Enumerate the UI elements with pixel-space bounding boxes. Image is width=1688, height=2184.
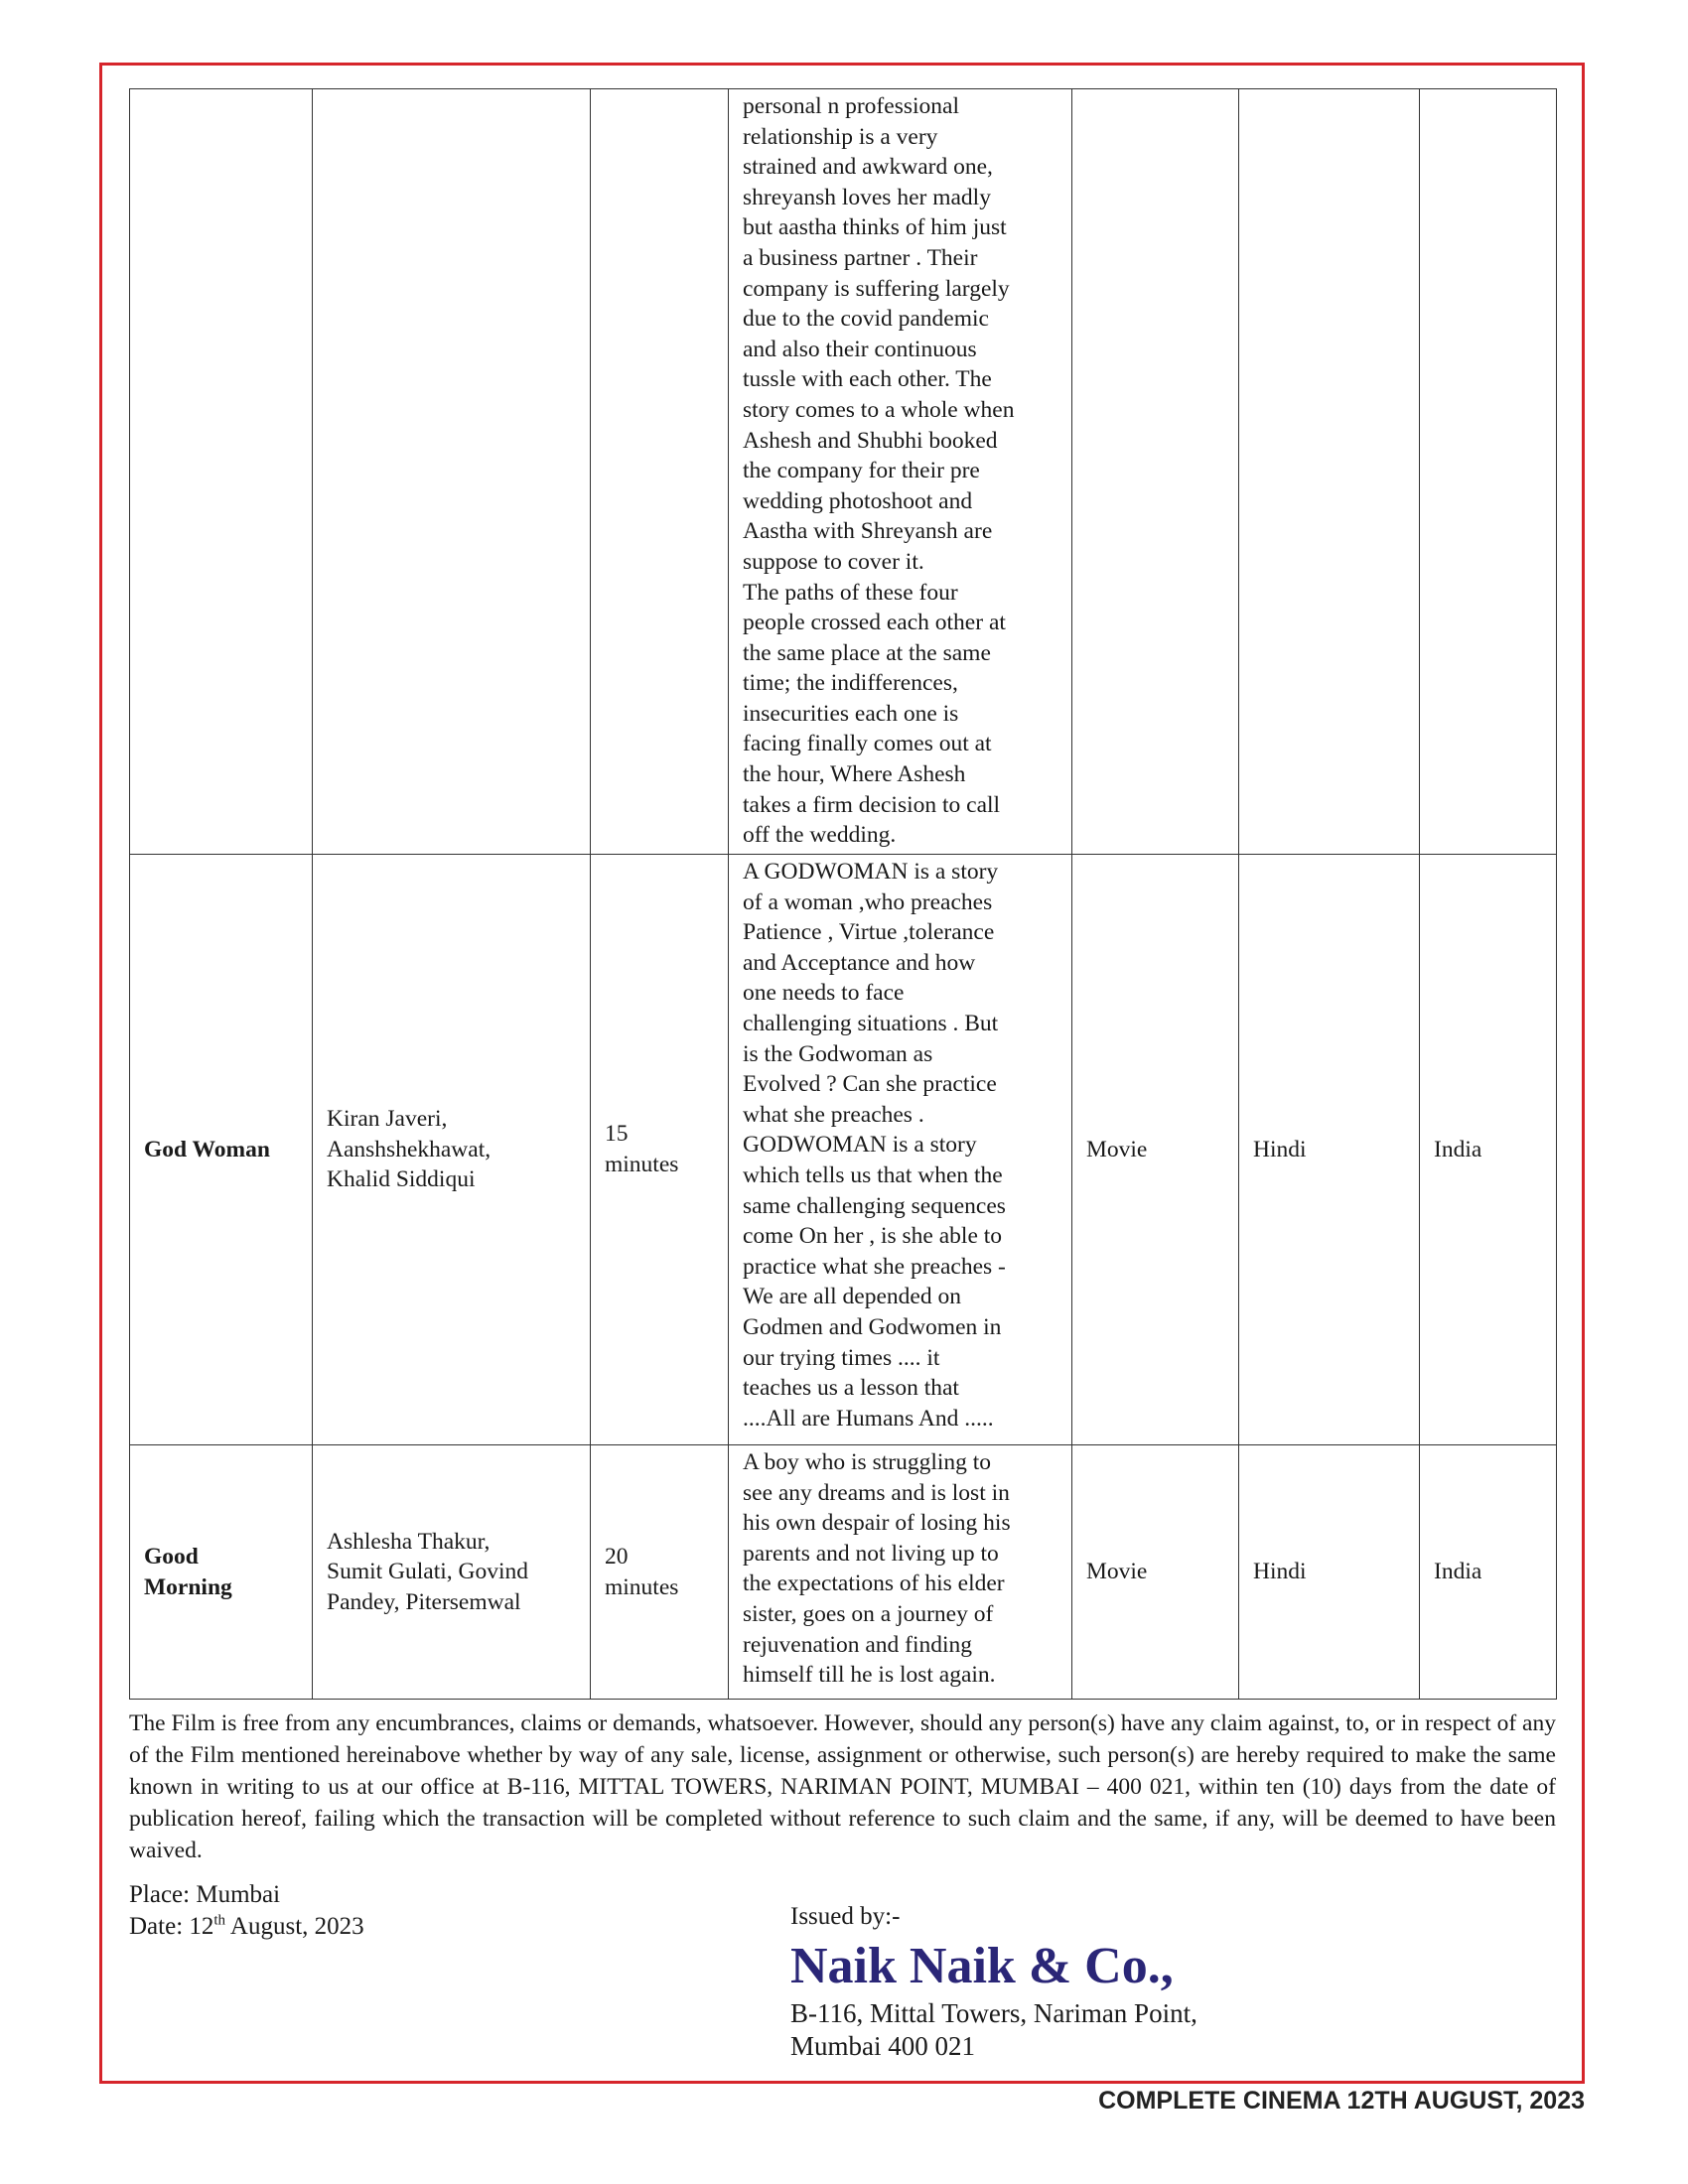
date-rest: August, 2023: [225, 1913, 364, 1940]
film-title-cell: Good Morning: [130, 1445, 313, 1700]
firm-address: [790, 1997, 1197, 2063]
film-description-cell: A boy who is struggling to see any dreams and is lost in his own despair of losing his parents and not living up to the expectations of his elder sister, goes on a journey of rejuvenation and finding himself till he is lost again.: [729, 1445, 1072, 1700]
film-country-cell: India: [1420, 1445, 1557, 1700]
film-duration-cell: 15 minutes: [591, 855, 729, 1445]
film-duration-cell: [591, 89, 729, 855]
film-language-cell: [1239, 89, 1420, 855]
film-description-cell: personal n professional relationship is a very strained and awkward one, shreyansh loves her madly but aastha thinks of him just a business partner . Their company is suffering largely due to the covid pandemic and also their continuous tussle with each other. The story comes to a whole when Ashesh and Shubhi booked the company for their pre wedding photoshoot and Aastha with Shreyansh are suppose to cover it. The paths of these four people crossed each other at the same place at the same time; the indifferences, insecurities each one is facing finally comes out at the hour, Where Ashesh takes a firm decision to call off the wedding.: [729, 89, 1072, 855]
firm-name: Naik Naik & Co.,: [790, 1938, 1174, 1994]
film-duration-cell: 20 minutes: [591, 1445, 729, 1700]
legal-notice: The Film is free from any encumbrances, claims or demands, whatsoever. However, should any person(s) have any claim against, to, or in respect of any of the Film mentioned hereinabove whether by way of any sale, license, assignment or otherwise, such person(s) are hereby required to make the same known in writing to us at our office at B-116, MITTAL TOWERS, NARIMAN POINT, MUMBAI – 400 021, within ten (10) days from the date of publication hereof, failing which the transaction will be completed without reference to such claim and the same, if any, will be deemed to have been waived.: [129, 1710, 1556, 1863]
film-type-cell: Movie: [1072, 855, 1239, 1445]
film-cast-cell: [313, 89, 591, 855]
film-table: [129, 88, 1557, 1700]
film-language-cell: Hindi: [1239, 855, 1420, 1445]
film-country-cell: India: [1420, 855, 1557, 1445]
film-type-cell: [1072, 89, 1239, 855]
issued-by-label: Issued by:-: [790, 1903, 901, 1930]
film-cast-cell: Ashlesha Thakur, Sumit Gulati, Govind Pandey, Pitersemwal: [313, 1445, 591, 1700]
film-type-cell: Movie: [1072, 1445, 1239, 1700]
address-line-1: B-116, Mittal Towers, Nariman Point,: [790, 1998, 1197, 2028]
table-row: [130, 89, 1557, 855]
film-country-cell: [1420, 89, 1557, 855]
place-date-block: [129, 1879, 364, 1943]
publication-footer: COMPLETE CINEMA 12TH AUGUST, 2023: [1098, 2087, 1585, 2115]
address-line-2: Mumbai 400 021: [790, 2031, 975, 2061]
film-cast-cell: Kiran Javeri, Aanshshekhawat, Khalid Siddiqui: [313, 855, 591, 1445]
film-title-cell: God Woman: [130, 855, 313, 1445]
table-row: [130, 1445, 1557, 1700]
place-line: Place: Mumbai: [129, 1881, 281, 1908]
table-row: [130, 855, 1557, 1445]
date-ordinal: th: [213, 1912, 226, 1929]
date-prefix: Date: 12: [129, 1913, 214, 1940]
date-line: [129, 1911, 364, 1943]
film-language-cell: Hindi: [1239, 1445, 1420, 1700]
film-description-cell: A GODWOMAN is a story of a woman ,who preaches Patience , Virtue ,tolerance and Acceptance and how one needs to face challenging situations . But is the Godwoman as Evolved ? Can she practice what she preaches . GODWOMAN is a story which tells us that when the same challenging sequences come On her , is she able to practice what she preaches - We are all depended on Godmen and Godwomen in our trying times .... it teaches us a lesson that ....All are Humans And .....: [729, 855, 1072, 1445]
film-title-cell: [130, 89, 313, 855]
